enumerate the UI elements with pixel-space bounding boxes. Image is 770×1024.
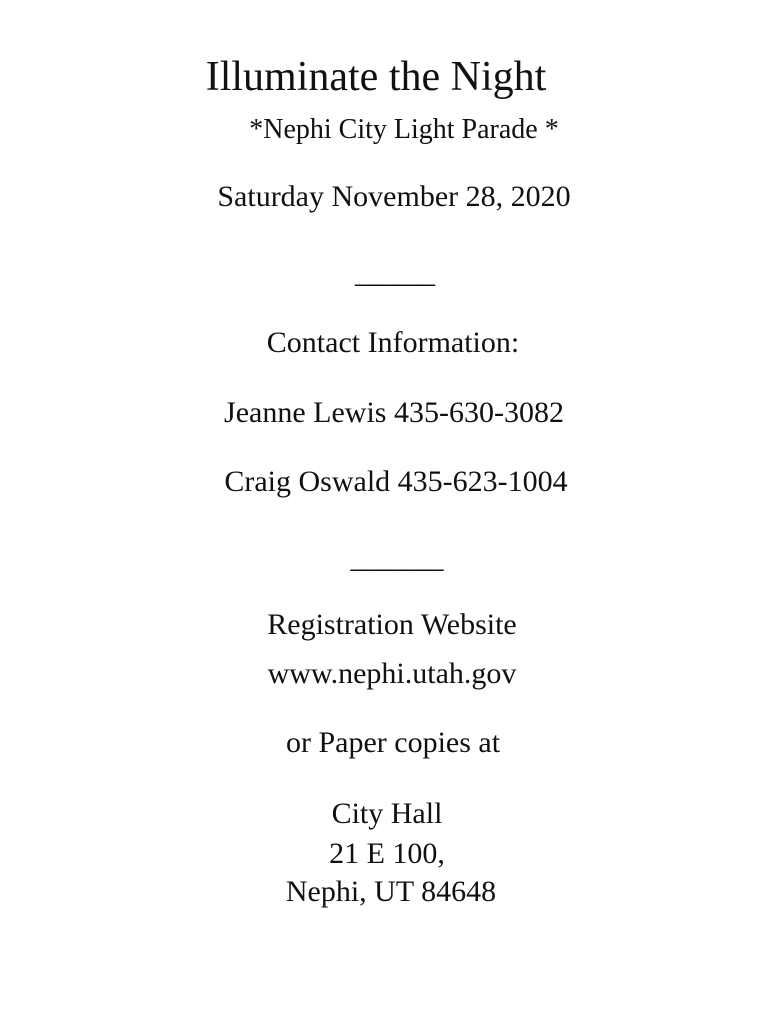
separator-line: _______ [350, 541, 442, 574]
contact-heading: Contact Information: [266, 326, 520, 359]
address-street: 21 E 100, [329, 837, 445, 870]
contact-person: Jeanne Lewis 435-630-3082 [224, 396, 564, 429]
registration-heading: Registration Website [267, 608, 517, 641]
event-subtitle: *Nephi City Light Parade * [249, 114, 559, 145]
separator-line: ______ [355, 256, 433, 289]
flyer-title: Illuminate the Night [205, 54, 547, 100]
contact-person: Craig Oswald 435-623-1004 [224, 465, 568, 498]
address-city: Nephi, UT 84648 [285, 875, 497, 908]
event-date: Saturday November 28, 2020 [217, 180, 571, 213]
registration-website: www.nephi.utah.gov [267, 657, 517, 690]
address-place: City Hall [331, 797, 443, 830]
paper-copies-note: or Paper copies at [285, 726, 501, 759]
